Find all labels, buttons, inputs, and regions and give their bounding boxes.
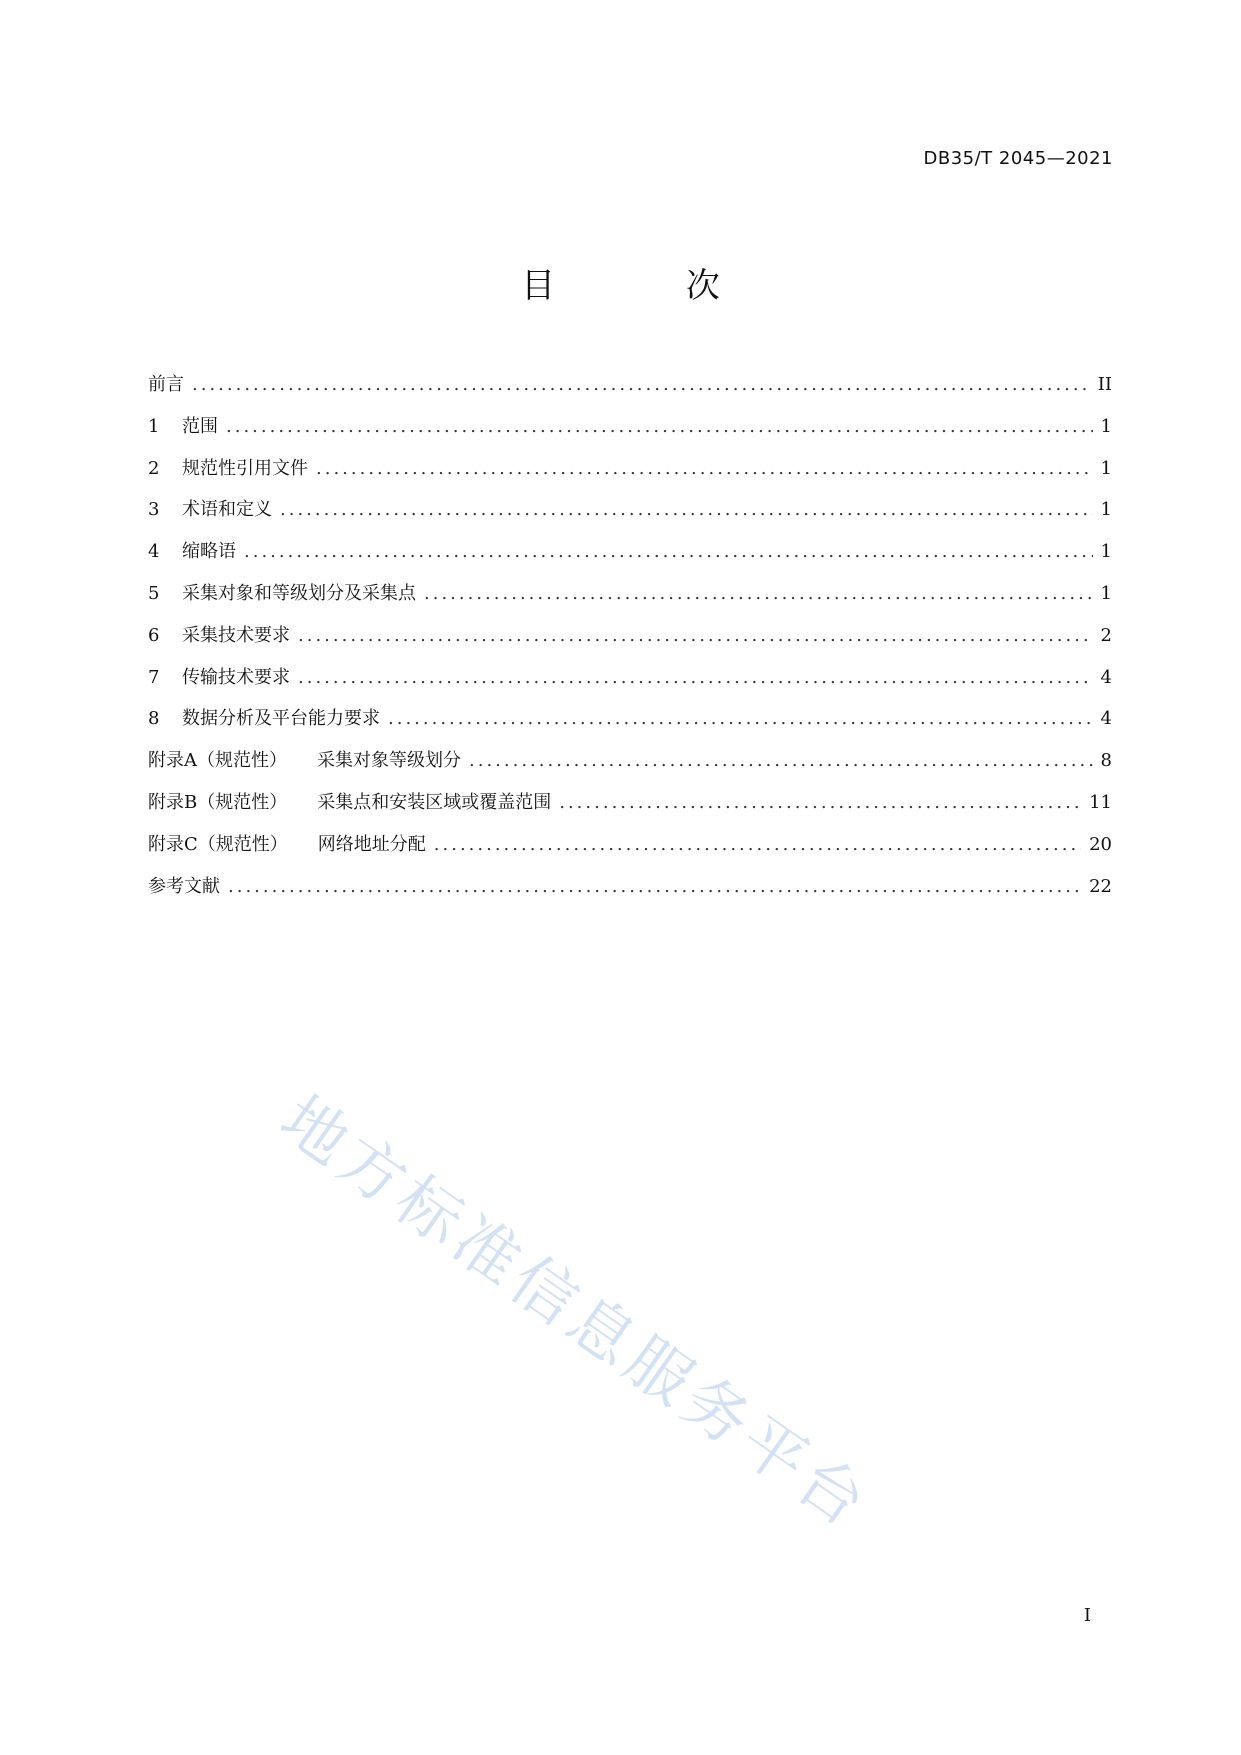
toc-leader-dots <box>228 876 1081 897</box>
toc-entry-number: 8 <box>148 708 160 730</box>
toc-entry-label: 缩略语 <box>182 541 236 563</box>
toc-leader-dots <box>559 792 1081 813</box>
appendix-label: 附录A（规范性） <box>148 750 287 772</box>
appendix-title: 网络地址分配 <box>317 833 426 855</box>
toc-entry-number: 5 <box>148 582 160 604</box>
toc-page-number: 2 <box>1100 624 1112 646</box>
toc-entry-number: 2 <box>148 457 160 479</box>
toc-leader-dots <box>469 750 1093 771</box>
toc-entry-number: 7 <box>148 666 160 688</box>
toc-page-number: 1 <box>1100 541 1112 563</box>
toc-leader-dots <box>434 834 1081 855</box>
toc-entry-number: 1 <box>148 415 160 437</box>
toc-page-number: 11 <box>1089 791 1112 813</box>
toc-page-number: 20 <box>1089 833 1112 855</box>
toc-page-number: 22 <box>1089 875 1112 897</box>
toc-leader-dots <box>388 708 1093 729</box>
toc-page-number: 1 <box>1100 457 1112 479</box>
toc-entry-appendix-a[interactable] <box>148 746 1112 788</box>
toc-entry-label <box>148 830 426 856</box>
standard-code: DB35/T 2045—2021 <box>923 148 1113 169</box>
toc-entry-foreword[interactable] <box>148 370 1112 412</box>
toc-entry-number: 4 <box>148 541 160 563</box>
page-number: I <box>1083 1605 1091 1626</box>
toc-entry-5[interactable] <box>148 579 1112 621</box>
toc-entry-6[interactable] <box>148 621 1112 663</box>
toc-leader-dots <box>298 625 1093 646</box>
toc-entry-4[interactable] <box>148 537 1112 579</box>
toc-leader-dots <box>244 541 1093 562</box>
toc-entry-appendix-b[interactable] <box>148 788 1112 830</box>
toc-entry-7[interactable] <box>148 663 1112 705</box>
toc-leader-dots <box>192 374 1090 395</box>
table-of-contents <box>148 370 1112 913</box>
toc-leader-dots <box>424 583 1093 604</box>
toc-page-number: 1 <box>1100 499 1112 521</box>
toc-entry-label: 采集技术要求 <box>182 624 290 646</box>
toc-entry-2[interactable] <box>148 454 1112 496</box>
toc-entry-label: 术语和定义 <box>182 499 272 521</box>
toc-entry-number: 3 <box>148 499 160 521</box>
toc-entry-label: 采集对象和等级划分及采集点 <box>182 582 416 604</box>
toc-entry-8[interactable] <box>148 704 1112 746</box>
appendix-title: 采集点和安装区域或覆盖范围 <box>317 791 552 813</box>
appendix-label: 附录B（规范性） <box>148 791 288 813</box>
toc-entry-label: 规范性引用文件 <box>182 457 308 479</box>
toc-entry-1[interactable] <box>148 412 1112 454</box>
toc-page-number: 8 <box>1100 750 1112 772</box>
toc-entry-appendix-c[interactable] <box>148 830 1112 872</box>
toc-entry-label: 前言 <box>148 374 184 395</box>
toc-page-number: II <box>1097 374 1112 395</box>
toc-page-number: 1 <box>1100 415 1112 437</box>
toc-page-number: 4 <box>1100 708 1112 730</box>
toc-page-number: 1 <box>1100 582 1112 604</box>
toc-entry-label <box>148 788 551 814</box>
toc-leader-dots <box>316 458 1093 479</box>
toc-entry-label: 传输技术要求 <box>182 666 290 688</box>
toc-leader-dots <box>298 667 1093 688</box>
toc-entry-references[interactable] <box>148 872 1112 914</box>
toc-entry-3[interactable] <box>148 495 1112 537</box>
toc-entry-number: 6 <box>148 624 160 646</box>
toc-leader-dots <box>280 499 1093 520</box>
toc-leader-dots <box>226 416 1093 437</box>
toc-entry-label: 参考文献 <box>148 875 220 897</box>
toc-entry-label <box>148 746 461 772</box>
page-title: 目 次 <box>521 266 780 306</box>
toc-entry-label: 范围 <box>182 415 218 437</box>
watermark: 地方标准信息服务平台 <box>266 1082 883 1545</box>
appendix-label: 附录C（规范性） <box>148 833 288 855</box>
appendix-title: 采集对象等级划分 <box>317 750 461 772</box>
toc-entry-label: 数据分析及平台能力要求 <box>182 708 380 730</box>
toc-page-number: 4 <box>1100 666 1112 688</box>
